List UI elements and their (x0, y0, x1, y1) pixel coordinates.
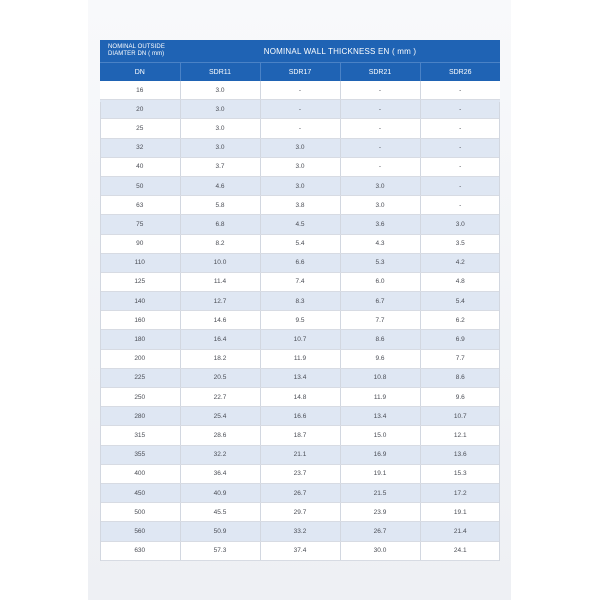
table-row (100, 253, 500, 272)
cell-dn: 16 (100, 81, 180, 100)
table-row (100, 119, 500, 138)
cell-sdr26: 19.1 (420, 503, 500, 522)
cell-dn: 355 (100, 445, 180, 464)
table-row (100, 483, 500, 502)
cell-sdr21: 10.8 (340, 368, 420, 387)
cell-sdr21: 4.3 (340, 234, 420, 253)
cell-sdr11: 40.9 (180, 483, 260, 502)
cell-dn: 160 (100, 311, 180, 330)
table-left-border (100, 102, 101, 561)
cell-sdr11: 4.6 (180, 176, 260, 195)
cell-sdr26: 7.7 (420, 349, 500, 368)
cell-dn: 20 (100, 100, 180, 119)
cell-sdr11: 50.9 (180, 522, 260, 541)
cell-dn: 500 (100, 503, 180, 522)
cell-sdr21: - (340, 157, 420, 176)
column-header-row (100, 63, 500, 82)
cell-sdr17: 37.4 (260, 541, 340, 560)
cell-sdr11: 20.5 (180, 368, 260, 387)
cell-sdr17: 29.7 (260, 503, 340, 522)
cell-sdr17: 11.9 (260, 349, 340, 368)
cell-sdr26: - (420, 157, 500, 176)
cell-sdr26: - (420, 81, 500, 100)
cell-sdr17: 16.6 (260, 407, 340, 426)
cell-sdr26: 9.6 (420, 388, 500, 407)
cell-sdr11: 3.0 (180, 81, 260, 100)
cell-sdr11: 25.4 (180, 407, 260, 426)
cell-sdr21: 16.9 (340, 445, 420, 464)
cell-sdr21: 19.1 (340, 464, 420, 483)
cell-sdr17: 5.4 (260, 234, 340, 253)
cell-sdr21: 6.0 (340, 272, 420, 291)
cell-sdr11: 36.4 (180, 464, 260, 483)
cell-sdr17: 8.3 (260, 292, 340, 311)
cell-sdr26: 4.2 (420, 253, 500, 272)
cell-dn: 40 (100, 157, 180, 176)
cell-sdr26: - (420, 119, 500, 138)
table-row (100, 157, 500, 176)
cell-sdr26: 13.6 (420, 445, 500, 464)
cell-sdr26: 21.4 (420, 522, 500, 541)
cell-sdr21: - (340, 100, 420, 119)
cell-sdr21: 11.9 (340, 388, 420, 407)
cell-sdr11: 18.2 (180, 349, 260, 368)
cell-sdr11: 3.7 (180, 157, 260, 176)
cell-sdr17: 3.8 (260, 196, 340, 215)
cell-dn: 63 (100, 196, 180, 215)
cell-dn: 90 (100, 234, 180, 253)
table-row (100, 176, 500, 195)
cell-sdr17: 3.0 (260, 138, 340, 157)
wall-thickness-table (100, 40, 500, 561)
cell-sdr21: - (340, 138, 420, 157)
cell-sdr26: 5.4 (420, 292, 500, 311)
cell-sdr11: 3.0 (180, 119, 260, 138)
cell-sdr17: 7.4 (260, 272, 340, 291)
cell-sdr26: 6.9 (420, 330, 500, 349)
cell-dn: 32 (100, 138, 180, 157)
wall-thickness-table-container (100, 40, 500, 561)
cell-sdr17: 3.0 (260, 176, 340, 195)
cell-sdr21: 21.5 (340, 483, 420, 502)
cell-sdr26: - (420, 176, 500, 195)
cell-sdr17: 6.6 (260, 253, 340, 272)
cell-sdr26: 15.3 (420, 464, 500, 483)
cell-sdr11: 14.6 (180, 311, 260, 330)
cell-sdr26: 12.1 (420, 426, 500, 445)
cell-sdr21: 8.6 (340, 330, 420, 349)
table-row (100, 196, 500, 215)
cell-sdr21: - (340, 119, 420, 138)
table-title-row (100, 40, 500, 63)
cell-sdr21: 6.7 (340, 292, 420, 311)
table-row (100, 330, 500, 349)
cell-sdr21: 7.7 (340, 311, 420, 330)
table-row (100, 234, 500, 253)
cell-sdr11: 6.8 (180, 215, 260, 234)
cell-sdr21: - (340, 81, 420, 100)
header-left-line1: NOMINAL OUTSIDE (108, 44, 165, 50)
cell-sdr17: - (260, 100, 340, 119)
cell-dn: 110 (100, 253, 180, 272)
cell-dn: 25 (100, 119, 180, 138)
table-row (100, 100, 500, 119)
cell-sdr17: 23.7 (260, 464, 340, 483)
cell-sdr21: 3.0 (340, 196, 420, 215)
cell-sdr11: 22.7 (180, 388, 260, 407)
cell-sdr17: 26.7 (260, 483, 340, 502)
column-header-sdr26: SDR26 (420, 63, 500, 82)
cell-sdr21: 3.0 (340, 176, 420, 195)
table-row (100, 522, 500, 541)
cell-sdr26: 24.1 (420, 541, 500, 560)
table-row (100, 81, 500, 100)
cell-sdr11: 3.0 (180, 100, 260, 119)
cell-sdr26: 3.0 (420, 215, 500, 234)
cell-dn: 225 (100, 368, 180, 387)
table-row (100, 368, 500, 387)
cell-dn: 140 (100, 292, 180, 311)
cell-sdr17: 4.5 (260, 215, 340, 234)
table-row (100, 541, 500, 560)
cell-sdr11: 5.8 (180, 196, 260, 215)
cell-sdr21: 5.3 (340, 253, 420, 272)
cell-dn: 450 (100, 483, 180, 502)
cell-sdr21: 13.4 (340, 407, 420, 426)
table-row (100, 349, 500, 368)
cell-sdr17: 14.8 (260, 388, 340, 407)
cell-sdr11: 12.7 (180, 292, 260, 311)
cell-sdr11: 11.4 (180, 272, 260, 291)
column-header-sdr17: SDR17 (260, 63, 340, 82)
cell-sdr11: 8.2 (180, 234, 260, 253)
table-row (100, 464, 500, 483)
header-right-label: NOMINAL WALL THICKNESS EN ( mm ) (180, 40, 500, 63)
cell-sdr11: 28.6 (180, 426, 260, 445)
cell-sdr26: 6.2 (420, 311, 500, 330)
table-row (100, 272, 500, 291)
cell-sdr17: 3.0 (260, 157, 340, 176)
cell-dn: 50 (100, 176, 180, 195)
cell-sdr17: 9.5 (260, 311, 340, 330)
cell-sdr21: 23.9 (340, 503, 420, 522)
table-row (100, 388, 500, 407)
cell-sdr26: 17.2 (420, 483, 500, 502)
cell-sdr26: 4.8 (420, 272, 500, 291)
table-body (100, 81, 500, 560)
column-header-sdr21: SDR21 (340, 63, 420, 82)
cell-sdr17: - (260, 81, 340, 100)
cell-dn: 75 (100, 215, 180, 234)
cell-sdr17: 10.7 (260, 330, 340, 349)
cell-sdr26: 8.6 (420, 368, 500, 387)
header-left-line2: DIAMTER DN ( mm) (108, 51, 165, 57)
cell-sdr17: 21.1 (260, 445, 340, 464)
cell-sdr26: - (420, 100, 500, 119)
cell-sdr17: 13.4 (260, 368, 340, 387)
column-header-sdr11: SDR11 (180, 63, 260, 82)
cell-sdr26: 3.5 (420, 234, 500, 253)
header-left-label (100, 40, 180, 63)
cell-sdr26: - (420, 196, 500, 215)
cell-dn: 315 (100, 426, 180, 445)
cell-dn: 560 (100, 522, 180, 541)
table-right-border (499, 102, 500, 561)
cell-sdr11: 32.2 (180, 445, 260, 464)
table-row (100, 311, 500, 330)
cell-sdr17: - (260, 119, 340, 138)
cell-sdr21: 3.6 (340, 215, 420, 234)
cell-dn: 125 (100, 272, 180, 291)
cell-dn: 200 (100, 349, 180, 368)
cell-sdr11: 57.3 (180, 541, 260, 560)
cell-sdr11: 10.0 (180, 253, 260, 272)
table-row (100, 503, 500, 522)
table-row (100, 445, 500, 464)
cell-sdr11: 45.5 (180, 503, 260, 522)
cell-sdr26: 10.7 (420, 407, 500, 426)
cell-dn: 250 (100, 388, 180, 407)
table-row (100, 426, 500, 445)
column-header-dn: DN (100, 63, 180, 82)
table-row (100, 292, 500, 311)
cell-dn: 400 (100, 464, 180, 483)
cell-dn: 630 (100, 541, 180, 560)
table-row (100, 407, 500, 426)
cell-sdr11: 16.4 (180, 330, 260, 349)
cell-sdr17: 33.2 (260, 522, 340, 541)
cell-sdr11: 3.0 (180, 138, 260, 157)
cell-dn: 180 (100, 330, 180, 349)
table-row (100, 215, 500, 234)
cell-sdr26: - (420, 138, 500, 157)
cell-dn: 280 (100, 407, 180, 426)
cell-sdr17: 18.7 (260, 426, 340, 445)
cell-sdr21: 30.0 (340, 541, 420, 560)
cell-sdr21: 15.0 (340, 426, 420, 445)
table-row (100, 138, 500, 157)
cell-sdr21: 9.6 (340, 349, 420, 368)
cell-sdr21: 26.7 (340, 522, 420, 541)
